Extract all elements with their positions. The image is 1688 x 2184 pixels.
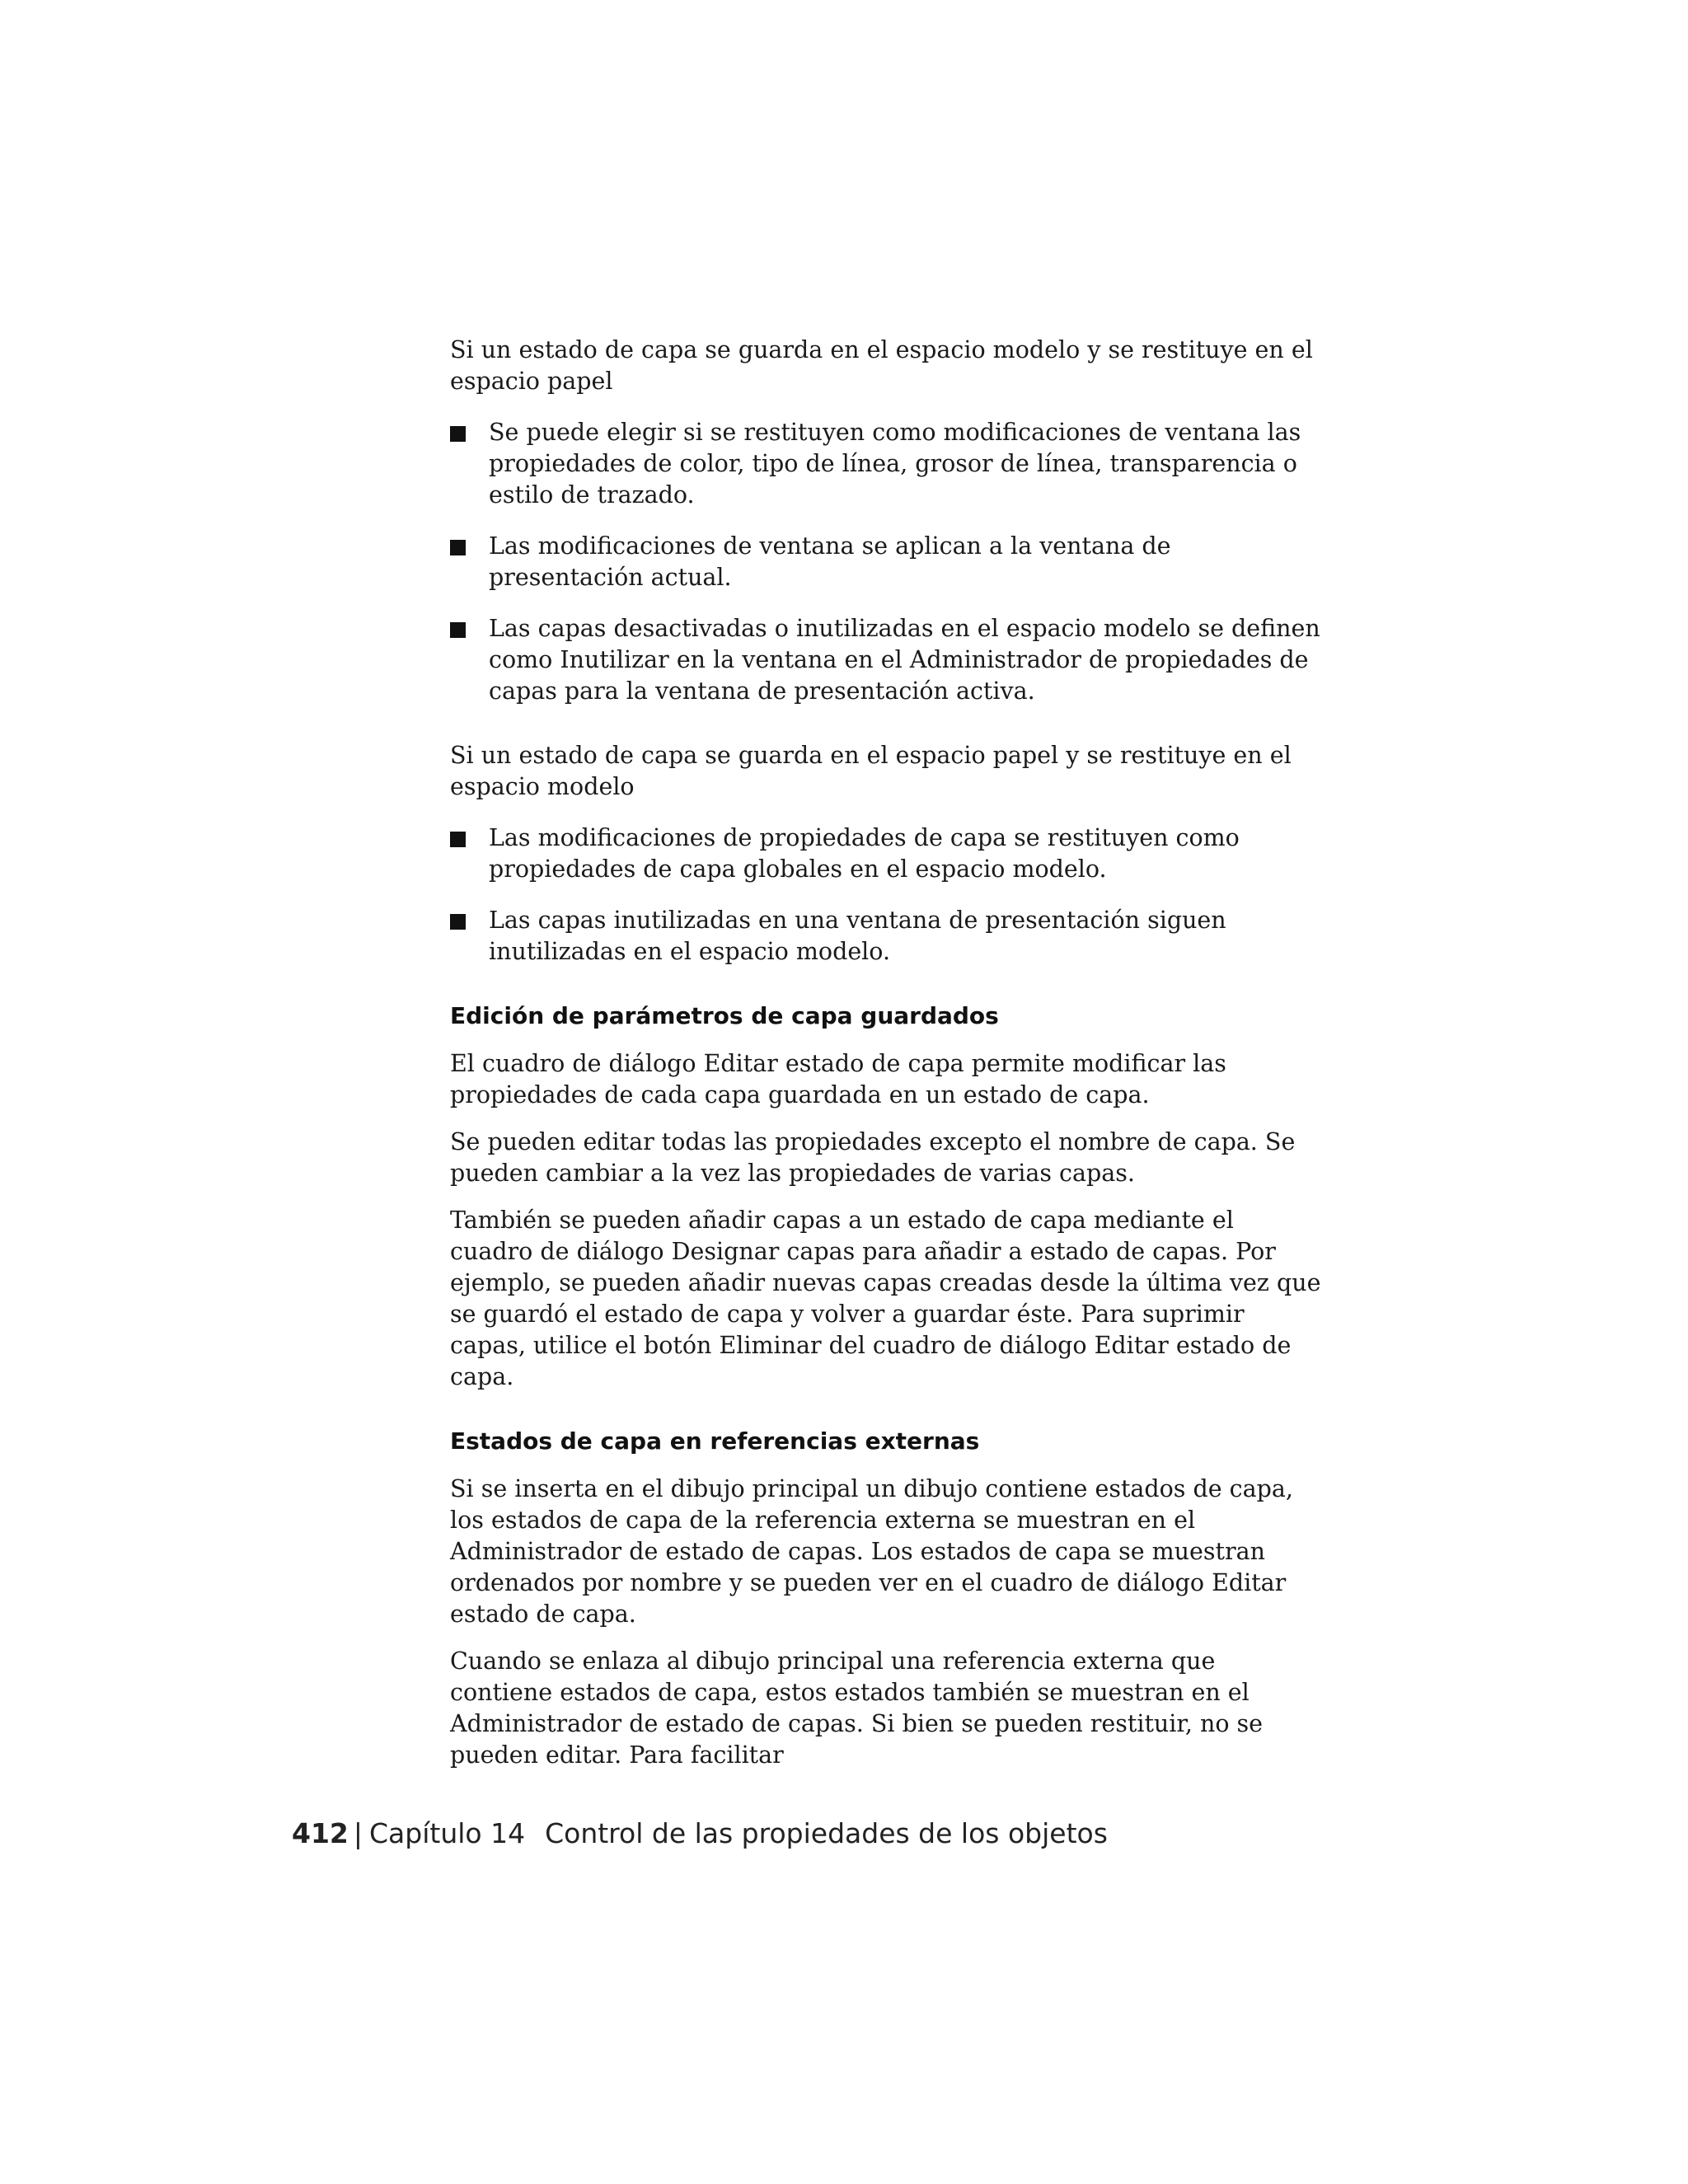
bullet-item: [450, 613, 1324, 707]
bullet-text: Las modificaciones de ventana se aplican a la ventana de presentación actual.: [489, 532, 1171, 591]
bullet-item: [450, 417, 1324, 511]
bullet-list: [450, 823, 1324, 968]
bullet-text: Las modificaciones de propiedades de capa se restituyen como propiedades de capa globales en el espacio modelo.: [489, 824, 1240, 883]
bullet-text: Las capas inutilizadas en una ventana de presentación siguen inutilizadas en el espacio modelo.: [489, 907, 1226, 965]
body-paragraph: El cuadro de diálogo Editar estado de capa permite modificar las propiedades de cada capa guardada en un estado de capa.: [450, 1050, 1226, 1108]
spacer: [450, 1393, 1324, 1426]
square-bullet-icon: [450, 622, 466, 638]
body-paragraph: Se pueden editar todas las propiedades excepto el nombre de capa. Se pueden cambiar a la vez las propiedades de varias capas.: [450, 1128, 1296, 1187]
body-paragraph: Cuando se enlaza al dibujo principal una referencia externa que contiene estados de capa, estos estados también se muestran en el Administrador de estado de capas. Si bien se pueden restituir, no se pueden editar. Para facilitar: [450, 1647, 1264, 1769]
page-body: [450, 335, 1324, 1771]
bullet-text: Las capas desactivadas o inutilizadas en el espacio modelo se definen como Inutilizar en la ventana en el Administrador de propiedades de capas para la ventana de presentación activa.: [489, 615, 1320, 705]
square-bullet-icon: [450, 832, 466, 847]
chapter-label: Capítulo 14: [369, 1817, 526, 1849]
section-lead-paragraph: Si un estado de capa se guarda en el espacio modelo y se restituye en el espacio papel: [450, 336, 1313, 395]
bullet-list: [450, 417, 1324, 707]
page-footer: [292, 1816, 1108, 1852]
spacer: [450, 968, 1324, 1001]
bullet-item: [450, 531, 1324, 593]
square-bullet-icon: [450, 914, 466, 930]
square-bullet-icon: [450, 540, 466, 555]
spacer: [450, 707, 1324, 740]
body-paragraph: Si se inserta en el dibujo principal un dibujo contiene estados de capa, los estados de capa de la referencia externa se muestran en el Administrador de estado de capas. Los estados de capa se muestran ordenados por nombre y se pueden ver en el cuadro de diálogo Editar estado de capa.: [450, 1475, 1293, 1628]
bullet-item: [450, 823, 1324, 885]
section-lead-paragraph: Si un estado de capa se guarda en el espacio papel y se restituye en el espacio modelo: [450, 742, 1292, 800]
section-heading: Estados de capa en referencias externas: [450, 1427, 980, 1455]
section-heading: Edición de parámetros de capa guardados: [450, 1002, 999, 1029]
page-number: 412: [292, 1817, 349, 1849]
bullet-item: [450, 905, 1324, 968]
body-paragraph: También se pueden añadir capas a un estado de capa mediante el cuadro de diálogo Designar capas para añadir a estado de capas. Por ejemplo, se pueden añadir nuevas capas creadas desde la última vez que se guardó el estado de capa y volver a guardar éste. Para suprimir capas, utilice el botón Eliminar del cuadro de diálogo Editar estado de capa.: [450, 1207, 1321, 1390]
bullet-text: Se puede elegir si se restituyen como modificaciones de ventana las propiedades de color, tipo de línea, grosor de línea, transparencia o estilo de trazado.: [489, 419, 1301, 509]
chapter-title: Control de las propiedades de los objetos: [545, 1817, 1108, 1849]
square-bullet-icon: [450, 426, 466, 442]
footer-separator: |: [353, 1817, 363, 1849]
